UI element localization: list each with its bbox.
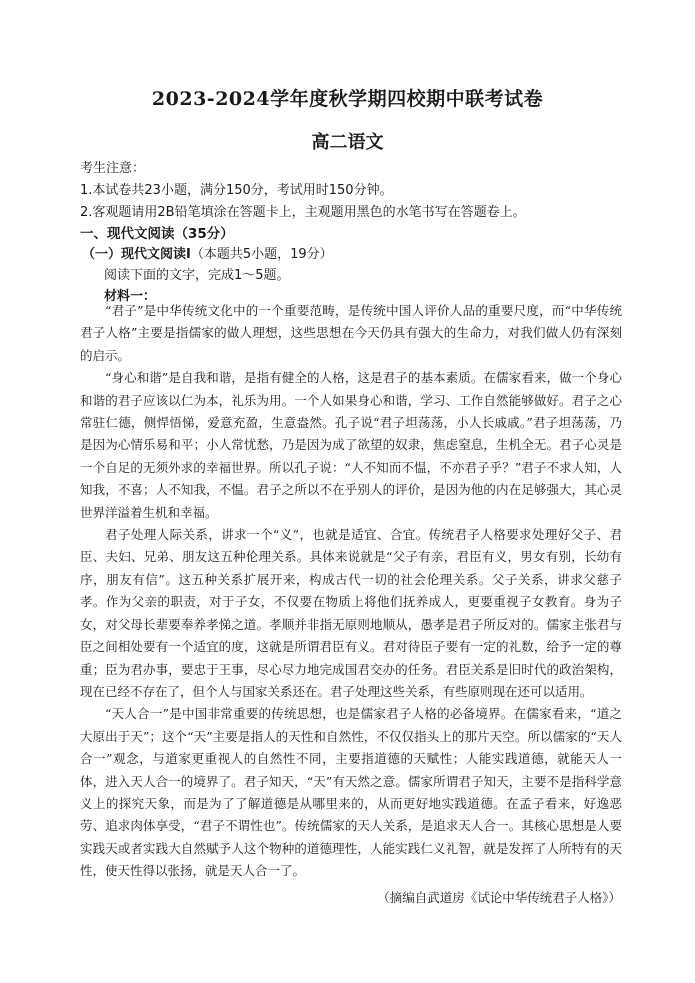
passage-paragraph: “天人合一”是中国非常重要的传统思想，也是儒家君子人格的必备境界。在儒家看来，“道之大原出于天”；这个“天”主要是指人的天性和自然性，不仅仅指头上的那片天空。所以儒家的“天人合一”观念，与道家更重视人的自然性不同，主要指道德的天赋性；人能实践道德，就能天人一体，进入天人合一的境界了。君子知天，“天”有天然之意。儒家所谓君子知天，主要不是指科学意义上的探究天象，而是为了了解道德是从哪里来的，从而更好地实践道德。在孟子看来，好逸恶劳、追求肉体享受，“君子不谓性也”。传统儒家的天人关系，是追求天人合一。其核心思想是人要实践天或者实践大自然赋予人这个物种的道德理性，人能实践仁义礼智，就是发挥了人所特有的天性，使天性得以张扬，就是天人合一了。 xyxy=(80,706,622,879)
notice-item-2: 2.客观题请用2B铅笔填涂在答题卡上，主观题用黑色的水笔书写在答题卷上。 xyxy=(80,205,526,220)
reading-instruction: 阅读下面的文字，完成1～5题。 xyxy=(104,268,290,283)
notice-heading: 考生注意： xyxy=(80,161,146,176)
subsection-detail: （本题共5小题，19分） xyxy=(190,247,333,262)
exam-title: 2023-2024学年度秋学期四校期中联考试卷 xyxy=(151,88,544,110)
passage-paragraph: “身心和谐”是自我和谐，是指有健全的人格，这是君子的基本素质。在儒家看来，做一个身心和谐的君子应该以仁为本，礼乐为用。一个人如果身心和谐，学习、工作自然能够做好。君子之心常驻仁德，侧悍悟悌，爱意充盈，生意盎然。孔子说“君子坦荡荡，小人长戚戚。”君子坦荡荡，乃是因为心情乐易和平；小人常忧愁，乃是因为成了欲望的奴隶，焦虑窒息，生机全无。君子心灵是一个自足的无须外求的幸福世界。所以孔子说：“人不知而不愠，不亦君子乎？”君子不求人知，人知我，不喜；人不知我，不愠。君子之所以不在乎别人的评价，是因为他的内在足够强大，其心灵世界洋溢着生机和幸福。 xyxy=(80,370,622,520)
passage-body xyxy=(80,300,622,883)
notice-item-1: 1.本试卷共23小题，满分150分，考试用时150分钟。 xyxy=(80,183,393,198)
passage-paragraph: “君子”是中华传统文化中的一个重要范畴，是传统中国人评价人品的重要尺度，而“中华传统君子人格”主要是指儒家的做人理想，这些思想在今天仍具有强大的生命力，对我们做人仍有深刻的启示。 xyxy=(80,303,622,363)
material-label: 材料一： xyxy=(104,289,157,304)
subsection-heading xyxy=(82,246,333,264)
passage-paragraph: 君子处理人际关系，讲求一个“义”，也就是适宜、合宜。传统君子人格要求处理好父子、君臣、夫妇、兄弟、朋友这五种伦理关系。具体来说就是“父子有亲，君臣有义，男女有别，长幼有序，朋友有信”。这五种关系扩展开来，构成古代一切的社会伦理关系。父子关系，讲求父慈子孝。作为父亲的职责，对于子女，不仅要在物质上将他们抚养成人，更要重视子女教育。身为子女，对父母长辈要奉养孝悌之道。孝顺并非指无原则地顺从，愚孝是君子所反对的。儒家主张君与臣之间相处要有一个适宜的度，这就是所谓君臣有义。君对待臣子要有一定的礼数，给予一定的尊重；臣为君办事，要忠于王事，尽心尽力地完成国君交办的任务。君臣关系是旧时代的政治架构，现在已经不存在了，但个人与国家关系还在。君子处理这些关系，有些原则现在还可以适用。 xyxy=(80,527,622,699)
source-citation: （摘编自武道房《试论中华传统君子人格》） xyxy=(377,890,621,905)
subsection-label: （一）现代文阅读Ⅰ xyxy=(82,247,191,262)
section-heading: 一、现代文阅读（35分） xyxy=(80,226,234,242)
exam-subject: 高二语文 xyxy=(311,132,384,153)
